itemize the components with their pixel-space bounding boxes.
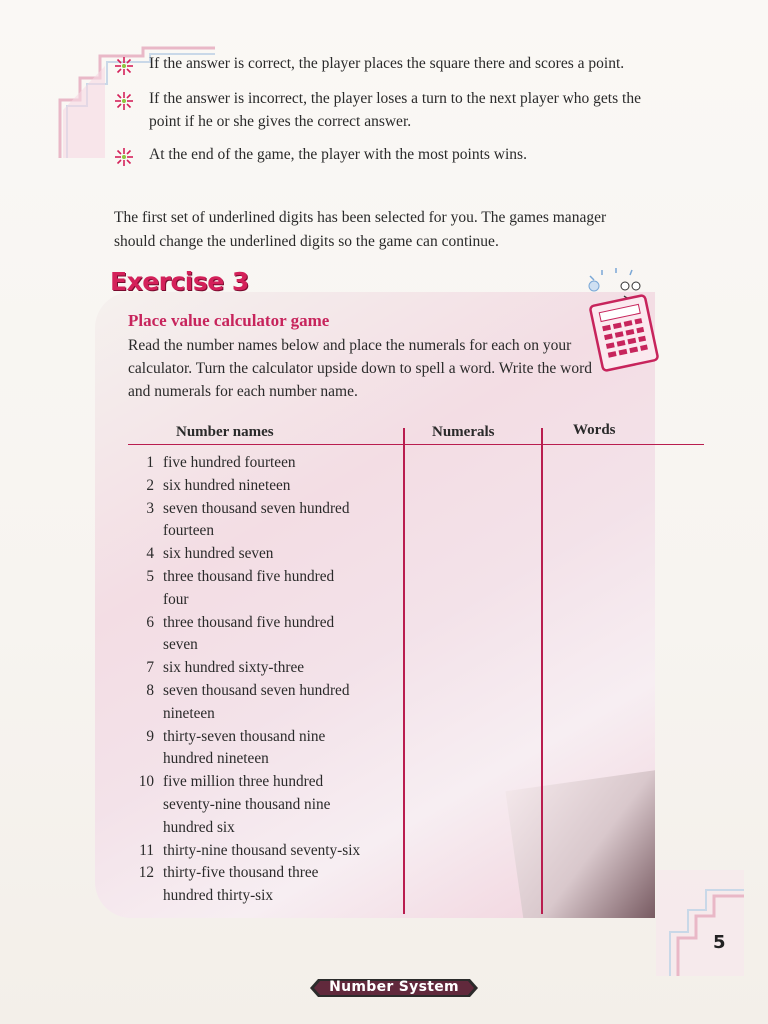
number-name: six hundred seven — [163, 545, 274, 563]
column-header-numerals: Numerals — [432, 424, 495, 440]
table-row — [128, 634, 408, 657]
star-burst-icon — [113, 55, 135, 77]
number-name: five hundred fourteen — [163, 454, 296, 471]
number-names-table — [128, 424, 704, 445]
star-burst-icon — [113, 146, 135, 168]
row-number — [128, 589, 163, 612]
decorative-stairs-bottom — [648, 868, 748, 978]
number-name: fourteen — [163, 522, 214, 540]
exercise-subtitle: Place value calculator game — [128, 311, 330, 330]
number-name: seven — [163, 636, 198, 654]
number-name: nineteen — [163, 704, 215, 722]
page-number: 5 — [713, 932, 726, 953]
table-row — [128, 657, 408, 680]
list-item — [113, 52, 653, 77]
row-number: 10 — [138, 773, 154, 791]
table-header — [128, 424, 704, 445]
number-name: three thousand five hundred — [163, 613, 335, 631]
row-number — [128, 748, 163, 771]
table-row — [128, 748, 408, 771]
number-name: hundred six — [163, 818, 235, 836]
table-row — [128, 452, 408, 475]
rule-text: If the answer is incorrect, the player loses a turn to the next player who gets the point if he or she gives the correct answer. — [149, 90, 641, 130]
table-row — [128, 589, 408, 612]
exercise-instructions: Read the number names below and place the numerals for each on your calculator. Turn the calculator upside down to spell a word. Write the word and numerals for each number name. — [128, 337, 592, 400]
number-name: hundred thirty-six — [163, 887, 274, 905]
star-burst-icon — [113, 90, 135, 112]
footer-banner — [310, 975, 478, 1001]
table-row — [128, 543, 408, 566]
column-header-number-names: Number names — [176, 424, 274, 440]
row-number — [128, 794, 163, 817]
table-row — [128, 840, 408, 863]
row-number: 12 — [138, 864, 154, 882]
row-number: 8 — [146, 681, 154, 699]
number-name: five million three hundred — [163, 773, 324, 791]
number-name: seven thousand seven hundred — [163, 681, 350, 699]
footer-label: Number System — [329, 979, 459, 995]
table-row — [128, 520, 408, 543]
row-number — [128, 885, 163, 908]
table-row — [128, 680, 408, 703]
row-number: 11 — [139, 841, 154, 859]
number-name: hundred nineteen — [163, 750, 269, 768]
table-row — [128, 703, 408, 726]
column-header-words: Words — [573, 422, 616, 438]
rules-list — [113, 52, 653, 178]
intro-paragraph: The first set of underlined digits has been selected for you. The games manager should change the underlined digits so the game can continue. — [114, 209, 607, 250]
table-row — [128, 794, 408, 817]
table-row — [128, 817, 408, 840]
row-number: 9 — [146, 727, 154, 745]
row-number: 4 — [146, 545, 154, 563]
table-row — [128, 726, 408, 749]
page-curl — [505, 766, 655, 918]
number-name: four — [163, 590, 189, 608]
table-row — [128, 612, 408, 635]
table-row — [128, 862, 408, 885]
list-item — [113, 143, 653, 168]
table-row — [128, 566, 408, 589]
rule-text: If the answer is correct, the player places the square there and scores a point. — [149, 55, 625, 72]
number-name: three thousand five hundred — [163, 567, 335, 585]
list-item — [113, 87, 653, 133]
number-name: thirty-nine thousand seventy-six — [163, 841, 361, 859]
table-row — [128, 771, 408, 794]
row-number: 7 — [146, 659, 154, 677]
number-name: thirty-five thousand three — [163, 864, 319, 882]
number-name: six hundred sixty-three — [163, 659, 305, 677]
column-divider — [541, 428, 543, 914]
number-name: thirty-seven thousand nine — [163, 727, 326, 745]
number-name: seventy-nine thousand nine — [163, 795, 331, 813]
table-row — [128, 885, 408, 908]
number-name: seven thousand seven hundred — [163, 499, 350, 517]
table-row — [128, 475, 408, 498]
row-number — [128, 703, 163, 726]
table-body — [128, 452, 408, 908]
rule-text: At the end of the game, the player with the most points wins. — [149, 146, 527, 163]
row-number: 2 — [146, 476, 154, 494]
row-number: 5 — [146, 567, 154, 585]
row-number — [128, 634, 163, 657]
table-row — [128, 498, 408, 521]
row-number: 6 — [146, 613, 154, 631]
row-number: 3 — [146, 499, 154, 517]
row-number — [128, 520, 163, 543]
exercise-title: Exercise 3 — [110, 267, 249, 296]
row-number: 1 — [146, 454, 154, 471]
number-name: six hundred nineteen — [163, 476, 291, 494]
row-number — [128, 817, 163, 840]
